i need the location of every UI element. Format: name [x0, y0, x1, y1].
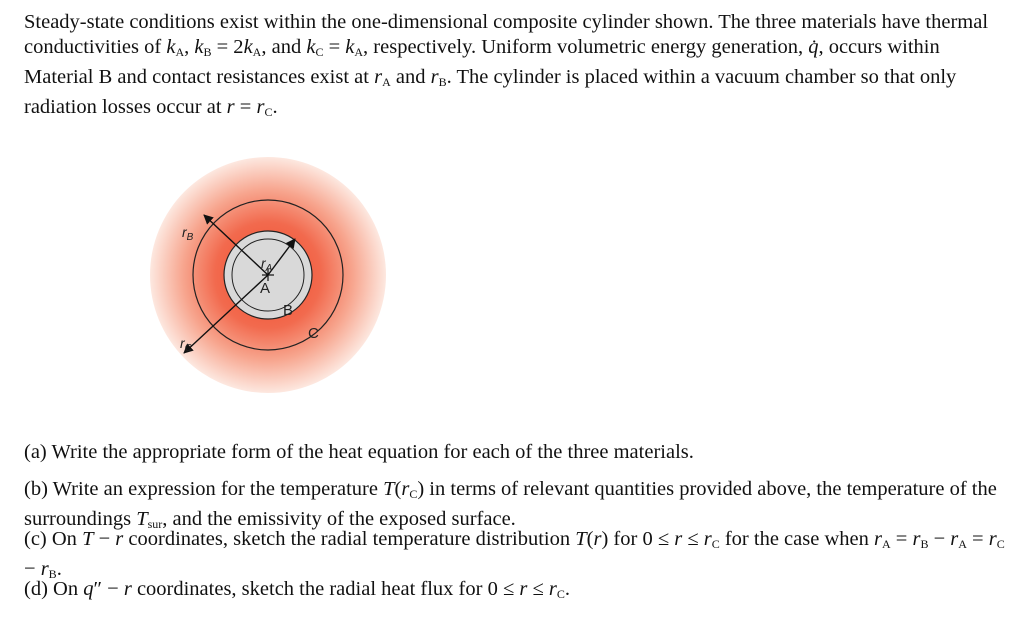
symbol-r: r — [674, 528, 683, 550]
question-a — [24, 440, 1009, 465]
question-text: ≤ — [682, 528, 704, 550]
intro-text: . — [272, 96, 278, 118]
label-material-b: B — [283, 302, 294, 319]
subscript: C — [409, 487, 418, 501]
subscript: C — [264, 105, 273, 119]
subscript: C — [315, 45, 324, 59]
subscript: A — [881, 537, 891, 551]
symbol-T: T — [82, 528, 94, 550]
symbol-r: r — [873, 528, 882, 550]
question-text: , and the emissivity of the exposed surface. — [162, 508, 516, 530]
intro-text: Steady-state conditions exist within the one-dimensional composite cylinder shown. The three materials have thermal conductivities of — [24, 11, 989, 58]
intro-text: = — [323, 36, 346, 58]
question-text: ≤ — [527, 578, 549, 600]
subscript: B — [203, 45, 212, 59]
subscript: C — [711, 537, 720, 551]
subscript: A — [382, 75, 391, 89]
symbol-r: r — [950, 528, 959, 550]
question-text: − — [93, 528, 116, 550]
label-rb: $r_B$ — [182, 224, 194, 243]
subscript: A — [958, 537, 967, 551]
question-text: − — [102, 578, 124, 600]
symbol-k: k — [306, 36, 316, 58]
question-text: − — [24, 558, 41, 580]
symbol-r: r — [593, 528, 602, 550]
symbol-k: k — [243, 36, 253, 58]
question-text: (b) Write an expression for the temperature — [24, 478, 384, 500]
symbol-qdot: q̇ — [808, 36, 819, 58]
subscript: A — [252, 45, 262, 59]
question-text: . — [564, 578, 570, 600]
symbol-r: r — [226, 96, 235, 118]
question-text: ( — [586, 528, 594, 550]
intro-text: = 2 — [211, 36, 244, 58]
question-text: = — [966, 528, 989, 550]
question-a-text: (a) Write the appropriate form of the heat equation for each of the three materials. — [24, 441, 694, 463]
question-text: coordinates, sketch the radial heat flux for 0 ≤ — [131, 578, 520, 600]
symbol-r: r — [40, 558, 49, 580]
question-text: − — [928, 528, 951, 550]
question-text: (c) On — [24, 528, 83, 550]
question-text: ) for 0 ≤ — [601, 528, 675, 550]
question-text: ) in terms of relevant quantities provided above, the temperature of the surroundings — [24, 478, 997, 530]
subscript: C — [996, 537, 1005, 551]
subscript: A — [175, 45, 185, 59]
symbol-r: r — [703, 528, 712, 550]
intro-text: = — [234, 96, 257, 118]
symbol-r: r — [430, 66, 439, 88]
symbol-r: r — [548, 578, 557, 600]
composite-cylinder-diagram — [148, 155, 388, 395]
question-d — [24, 577, 1009, 607]
subscript: B — [438, 75, 447, 89]
symbol-q: q — [83, 578, 94, 600]
symbol-r: r — [115, 528, 124, 550]
symbol-r: r — [256, 96, 265, 118]
label-material-c: C — [308, 325, 319, 342]
intro-text: , respectively. Uniform volumetric energy generation, — [363, 36, 809, 58]
intro-text: , — [184, 36, 195, 58]
symbol-r: r — [401, 478, 410, 500]
problem-statement — [24, 10, 1009, 125]
question-text: . — [56, 558, 62, 580]
symbol-T: T — [136, 508, 148, 530]
symbol-r: r — [519, 578, 528, 600]
intro-text: , and — [261, 36, 307, 58]
symbol-T: T — [575, 528, 587, 550]
subscript: A — [354, 45, 364, 59]
question-text: (d) On — [24, 578, 84, 600]
symbol-r: r — [912, 528, 921, 550]
label-rc: $r_C$ — [180, 335, 192, 354]
intro-text: . The cylinder is placed within a vacuum chamber so that only radiation losses occur at — [24, 66, 957, 118]
question-text: for the case when — [719, 528, 874, 550]
symbol-T: T — [383, 478, 395, 500]
subscript: C — [556, 587, 565, 601]
symbol-k: k — [345, 36, 355, 58]
symbol-r: r — [988, 528, 997, 550]
symbol-k: k — [166, 36, 176, 58]
subscript: B — [920, 537, 929, 551]
symbol-r: r — [374, 66, 383, 88]
intro-text: , occurs within Material B and contact resistances exist at — [24, 36, 940, 88]
intro-text: and — [390, 66, 431, 88]
symbol-r: r — [123, 578, 132, 600]
label-ra: $r_A$ — [261, 255, 273, 274]
question-text: = — [890, 528, 913, 550]
question-text: coordinates, sketch the radial temperature distribution — [123, 528, 576, 550]
label-material-a: A — [260, 280, 271, 297]
symbol-k: k — [194, 36, 204, 58]
subscript: B — [48, 567, 57, 581]
question-text: ( — [394, 478, 402, 500]
subscript: sur — [147, 517, 163, 531]
flux-prime-mark: ″ — [93, 578, 103, 600]
